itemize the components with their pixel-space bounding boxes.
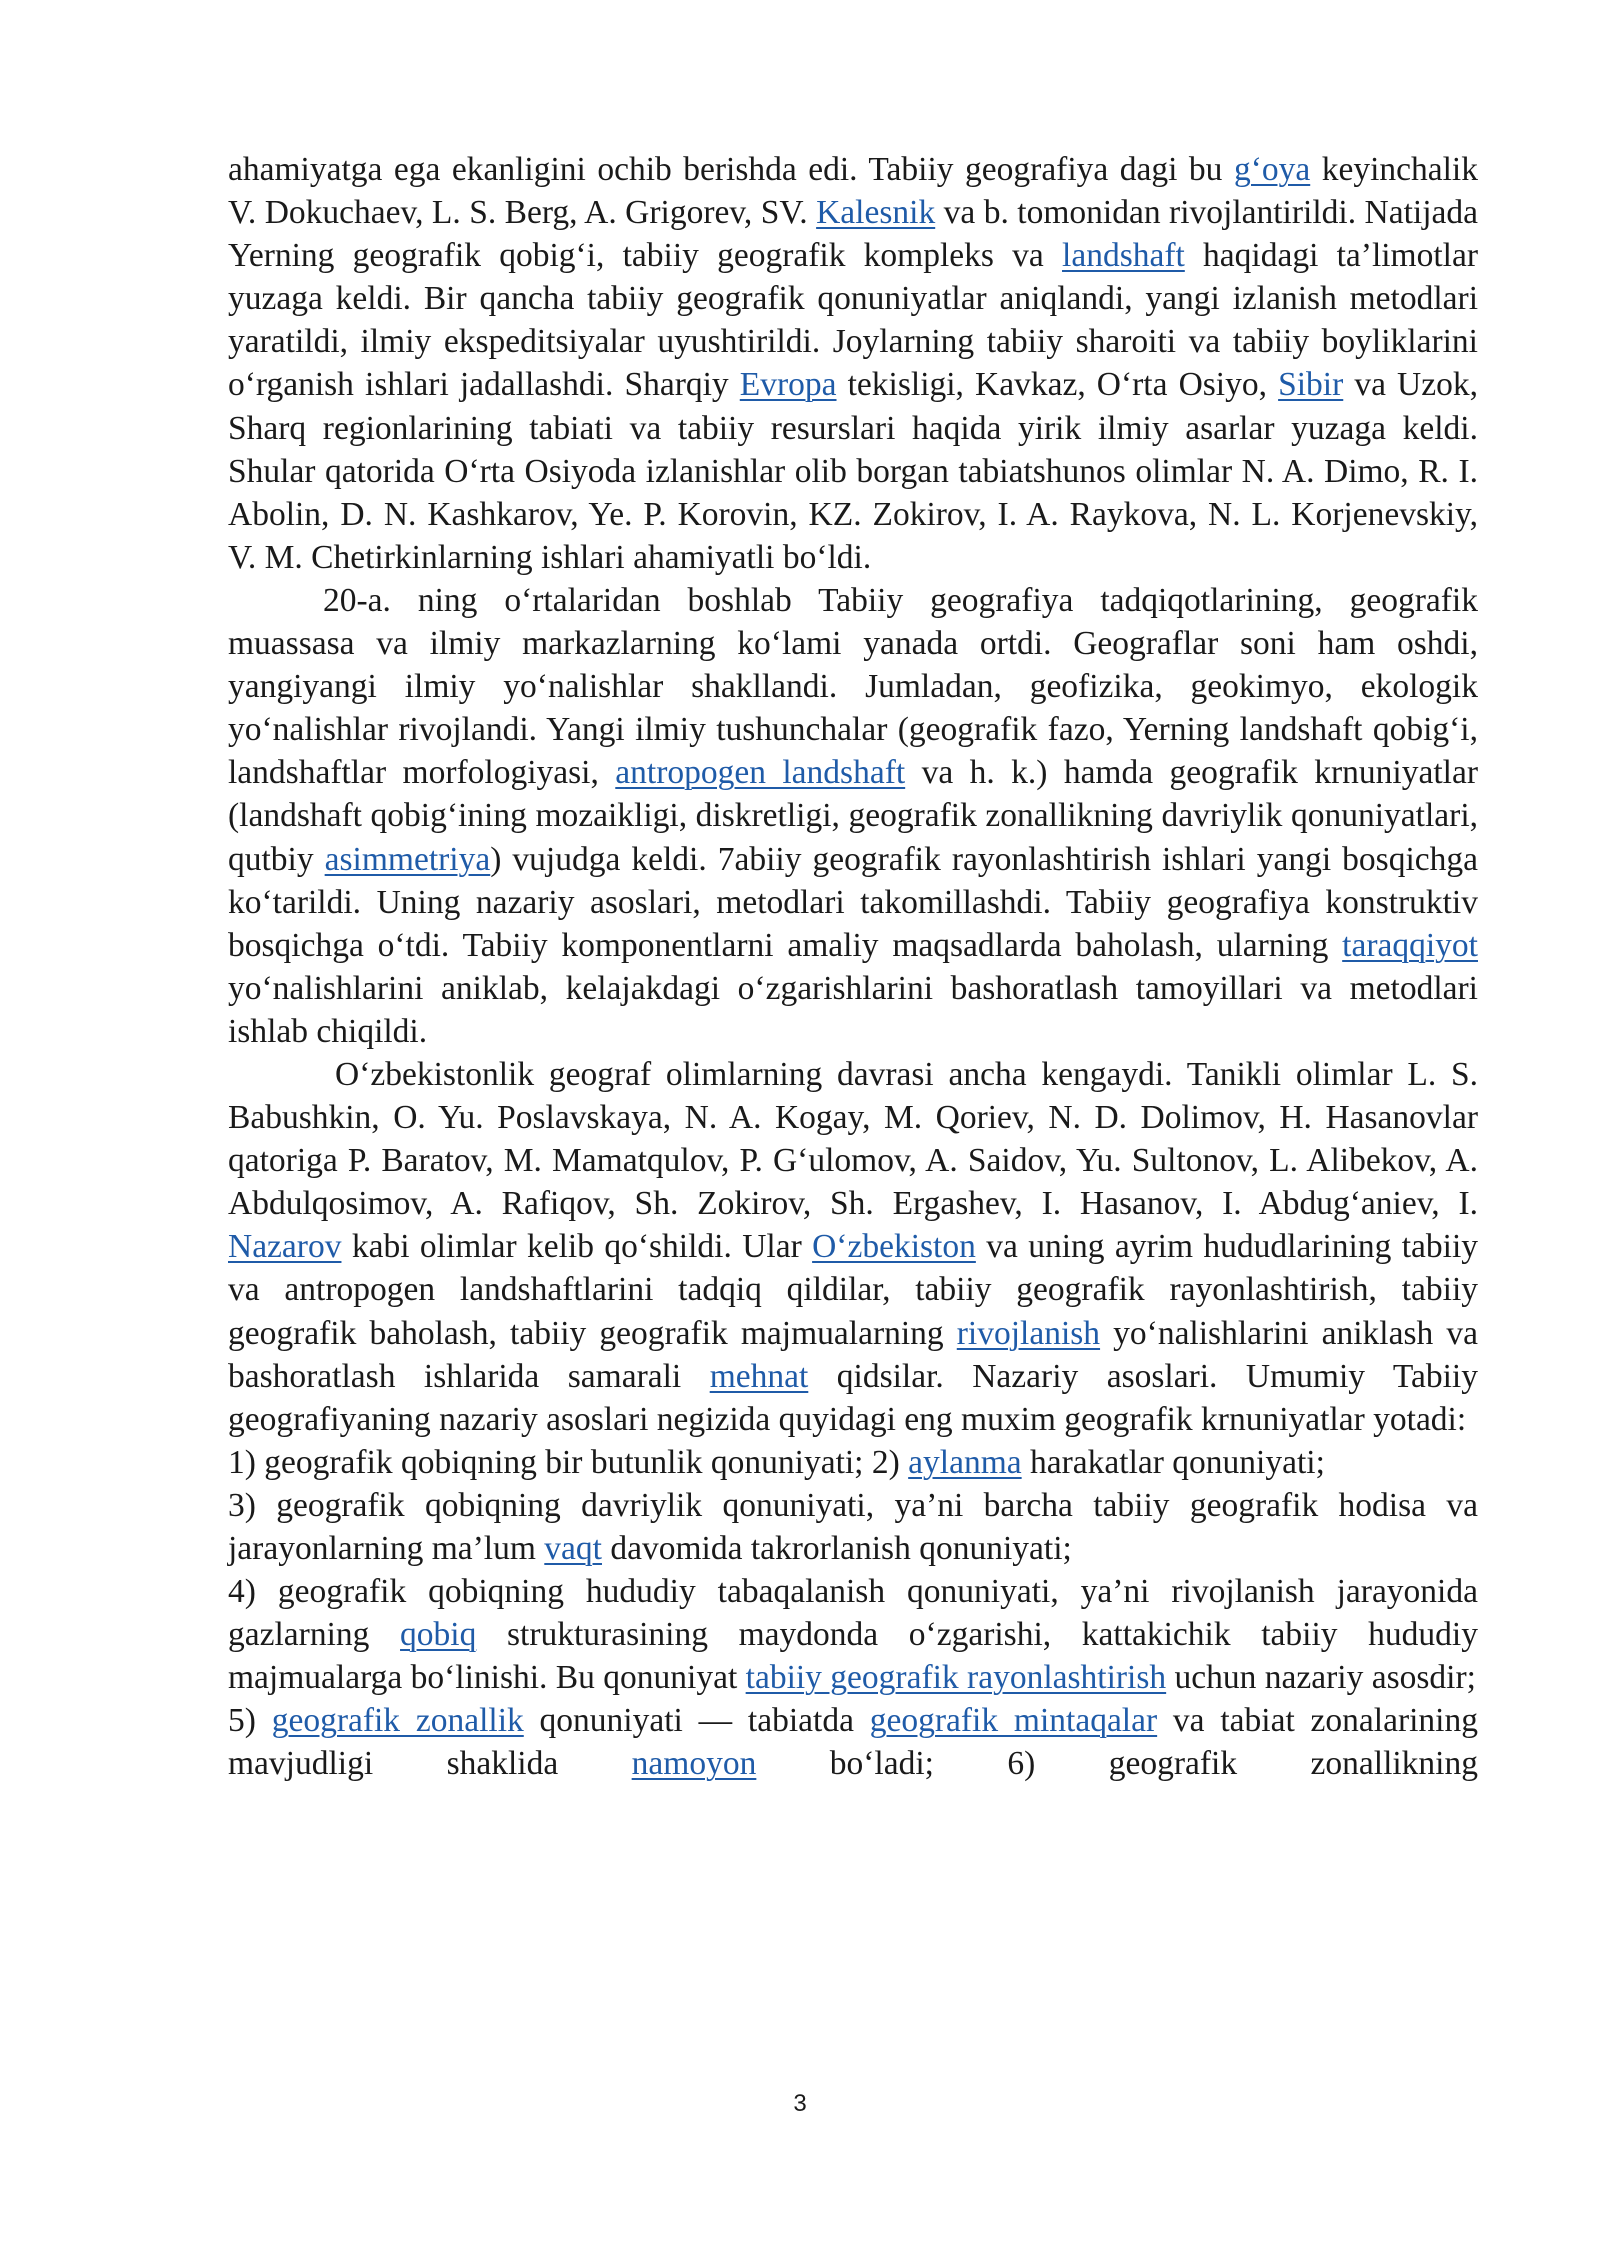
paragraph bbox=[228, 1699, 1478, 1785]
page-number: 3 bbox=[793, 2090, 807, 2117]
term-link[interactable]: Evropa bbox=[739, 366, 837, 404]
paragraph bbox=[228, 148, 1478, 579]
term-link[interactable]: g‘oya bbox=[1233, 151, 1311, 188]
text-run: 4) geografik qobiqning hududiy tabaqalanish qonuniyati, ya’ni rivojlanish jarayonida gazlarning bbox=[228, 1573, 1478, 1654]
text-run: qidsilar. Nazariy asoslari. Umumiy Tabiiy geografiyaning nazariy asoslari negizida quyidagi eng muxim geografik krnuniyatlar yotadi: bbox=[228, 1357, 1478, 1438]
text-run: qonuniyati — tabiatda bbox=[523, 1702, 870, 1740]
term-link[interactable]: qobiq bbox=[400, 1616, 477, 1654]
term-link[interactable]: vaqt bbox=[544, 1530, 602, 1567]
term-link[interactable]: geografik mintaqalar bbox=[869, 1702, 1158, 1740]
text-run: ahamiyatga ega ekanligini ochib berishda edi. Tabiiy geografiya dagi bu bbox=[228, 151, 1234, 188]
text-run: 1) geografik qobiqning bir butunlik qonuniyati; 2) bbox=[228, 1443, 909, 1481]
term-link[interactable]: geografik zonallik bbox=[271, 1702, 524, 1740]
paragraph bbox=[228, 579, 1478, 1053]
paragraph bbox=[228, 1441, 1478, 1484]
term-link[interactable]: asimmetriya bbox=[324, 840, 491, 878]
text-run: 3) geografik qobiqning davriylik qonuniyati, ya’ni barcha tabiiy geografik hodisa va jarayonlarning ma’lum bbox=[228, 1486, 1478, 1567]
body-text bbox=[228, 148, 1478, 1786]
text-run: yo‘nalishlarini aniklash va bashoratlash ishlarida samarali bbox=[228, 1314, 1478, 1395]
text-run: va b. tomonidan rivojlantirildi. Natijada Yerning geografik qobig‘i, tabiiy geografik kompleks va bbox=[228, 194, 1478, 275]
text-run: kabi olimlar kelib qo‘shildi. Ular bbox=[341, 1228, 813, 1266]
term-link[interactable]: mehnat bbox=[709, 1357, 809, 1395]
text-run: va uning ayrim hududlarining tabiiy va antropogen landshaftlarini tadqiq qildilar, tabiiy geografik rayonlashtirish, tabiiy geografik baholash, tabiiy geografik majmualarning bbox=[228, 1228, 1478, 1352]
term-link[interactable]: Sibir bbox=[1278, 366, 1344, 404]
term-link[interactable]: Nazarov bbox=[228, 1228, 342, 1266]
text-run: va tabiat zonalarining mavjudligi shaklida bbox=[228, 1702, 1478, 1783]
text-run: uchun nazariy asosdir; bbox=[1166, 1659, 1476, 1697]
text-run: bo‘ladi; 6) geografik zonallikning bbox=[756, 1745, 1478, 1783]
term-link[interactable]: namoyon bbox=[631, 1745, 757, 1783]
text-run: haqidagi ta’limotlar yuzaga keldi. Bir qancha tabiiy geografik qonuniyatlar aniqlandi, yangi izlanish metodlari yaratildi, ilmiy ekspeditsiyalar uyushtirildi. Joylarning tabiiy sharoiti va tabiiy boyliklarini o‘rganish ishlari jadallashdi. Sharqiy bbox=[228, 237, 1478, 404]
text-run: va h. k.) hamda geografik krnuniyatlar (landshaft qobig‘ining mozaikligi, diskretligi, geografik zonallikning davriylik qonuniyatlari, qutbiy bbox=[228, 754, 1478, 878]
text-run: va Uzok, Sharq regionlarining tabiati va tabiiy resurslari haqida yirik ilmiy asarlar yuzaga keldi. Shular qatorida O‘rta Osiyoda izlanishlar olib borgan tabiatshunos olimlar N. A. Dimo, R. I. Abolin, D. N. Kashkarov, Ye. P. Korovin, KZ. Zokirov, I. A. Raykova, N. L. Korjenevskiy, V. M. Chetirkinlarning ishlari ahamiyatli bo‘ldi. bbox=[228, 366, 1478, 576]
term-link[interactable]: antropogen landshaft bbox=[615, 754, 906, 792]
text-run: yo‘nalishlarini aniklab, kelajakdagi o‘zgarishlarini bashoratlash tamoyillari va metodlari ishlab chiqildi. bbox=[228, 969, 1478, 1050]
term-link[interactable]: rivojlanish bbox=[956, 1314, 1101, 1352]
term-link[interactable]: O‘zbekiston bbox=[812, 1228, 976, 1266]
text-run: tekisligi, Kavkaz, O‘rta Osiyo, bbox=[836, 366, 1279, 404]
text-run: 20-a. ning o‘rtalaridan boshlab Tabiiy geografiya tadqiqotlarining, geografik muassasa va ilmiy markazlarning ko‘lami yanada ortdi. Geograflar soni ham oshdi, yangiyangi ilmiy yo‘nalishlar shakllandi. Jumladan, geofizika, geokimyo, ekologik yo‘nalishlar rivojlandi. Yangi ilmiy tushunchalar (geografik fazo, Yerning landshaft qobig‘i, landshaftlar morfologiyasi, bbox=[228, 581, 1478, 792]
term-link[interactable]: aylanma bbox=[908, 1443, 1022, 1481]
paragraph bbox=[228, 1484, 1478, 1570]
text-run: O‘zbekistonlik geograf olimlarning davrasi ancha kengaydi. Tanikli olimlar L. S. Babushkin, O. Yu. Poslavskaya, N. A. Kogay, M. Qoriev, N. D. Dolimov, H. Hasanovlar qatoriga P. Baratov, M. Mamatqulov, P. G‘ulomov, A. Saidov, Yu. Sultonov, L. Alibekov, A. Abdulqosimov, A. Rafiqov, Sh. Zokirov, Sh. Ergashev, I. Hasanov, I. Abdug‘aniev, I. bbox=[228, 1055, 1478, 1223]
term-link[interactable]: landshaft bbox=[1062, 237, 1185, 275]
text-run: ) vujudga keldi. 7abiiy geografik rayonlashtirish ishlari yangi bosqichga ko‘tarildi. Uning nazariy asoslari, metodlari takomillashdi. Tabiiy geografiya konstruktiv bosqichga o‘tdi. Tabiiy komponentlarni amaliy maqsadlarda baholash, ularning bbox=[228, 840, 1478, 964]
text-run: strukturasining maydonda o‘zgarishi, kattakichik tabiiy hududiy majmualarga bo‘linishi. Bu qonuniyat bbox=[228, 1616, 1478, 1697]
term-link[interactable]: taraqqiyot bbox=[1342, 926, 1478, 964]
term-link[interactable]: tabiiy geografik rayonlashtirish bbox=[745, 1659, 1167, 1697]
paragraph bbox=[228, 1053, 1478, 1441]
text-run: 5) bbox=[228, 1702, 272, 1740]
term-link[interactable]: Kalesnik bbox=[816, 194, 936, 232]
paragraph bbox=[228, 1570, 1478, 1699]
text-run: harakatlar qonuniyati; bbox=[1021, 1443, 1325, 1481]
text-run: keyinchalik V. Dokuchaev, L. S. Berg, A. Grigorev, SV. bbox=[228, 151, 1478, 232]
text-run: davomida takrorlanish qonuniyati; bbox=[601, 1530, 1072, 1567]
